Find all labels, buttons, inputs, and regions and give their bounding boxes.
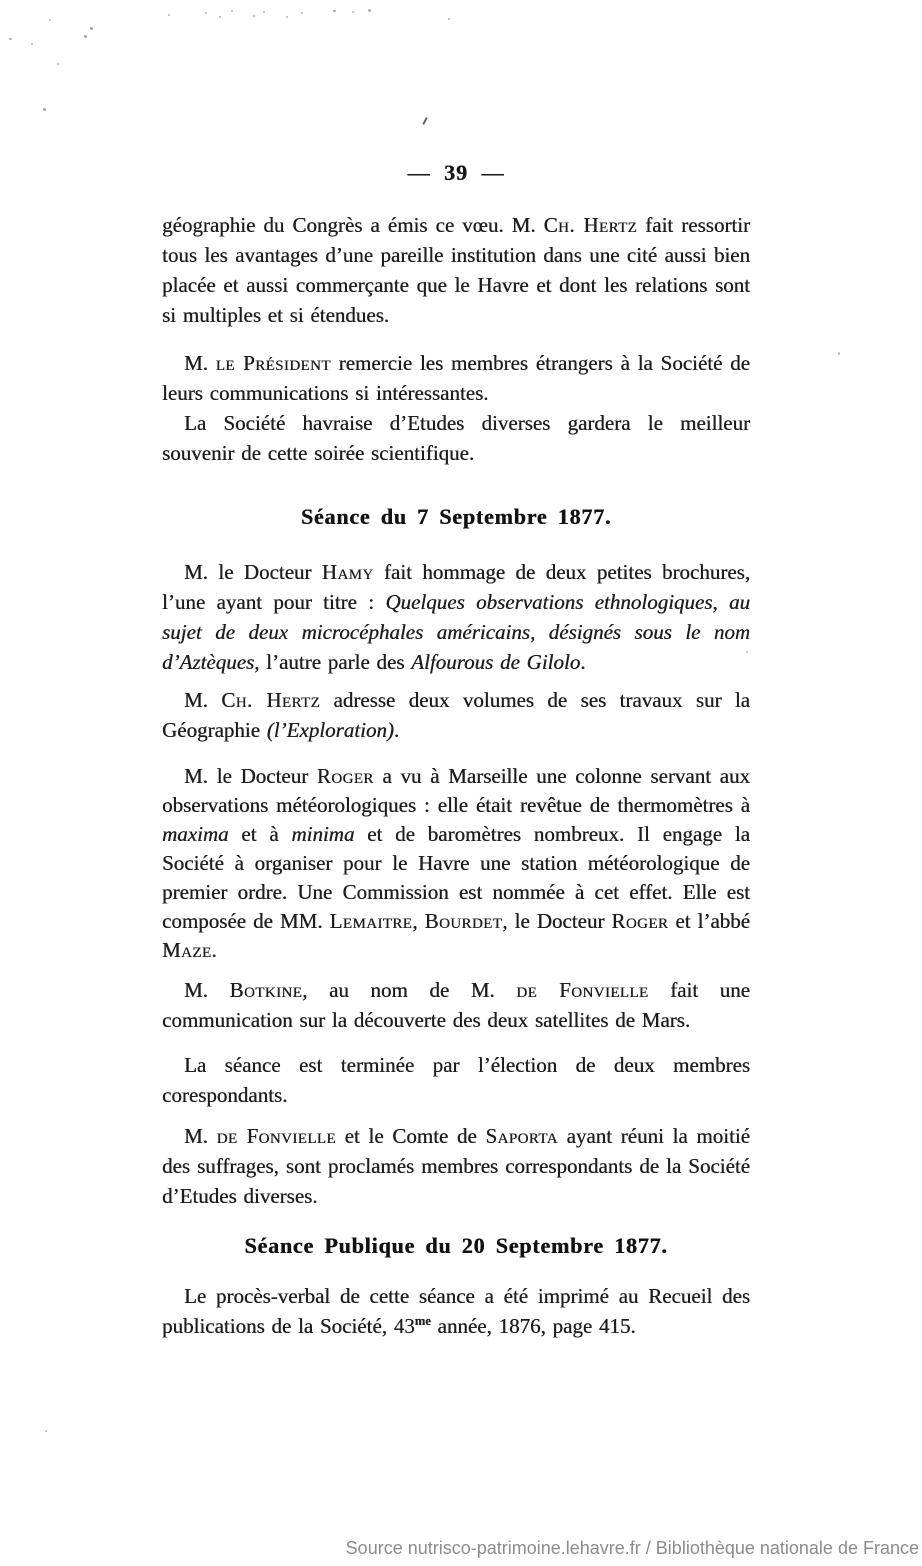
text-run: M. xyxy=(184,351,216,375)
text-run: et le Comte de xyxy=(335,1124,486,1148)
text-run: ayant réuni la moitié des suffrages, sont proclamés membres correspondants de la Société d’Etudes diverses. xyxy=(162,1124,750,1208)
scan-speck xyxy=(746,651,748,653)
scan-speck xyxy=(838,352,840,355)
scan-speck xyxy=(90,27,93,30)
source-attribution: Source nutrisco-patrimoine.lehavre.fr / Bibliothèque nationale de France xyxy=(345,1538,919,1558)
body-paragraph xyxy=(162,975,750,1035)
smallcaps-name: Hamy xyxy=(321,560,374,584)
section-heading xyxy=(162,1231,750,1261)
text-run: M. le Docteur xyxy=(184,764,317,788)
scan-speck xyxy=(84,35,87,38)
italic-text-run: Quelques observations ethnologiques, au sujet de deux microcéphales américains, désignés sous le nom d’Aztèques xyxy=(162,590,750,674)
smallcaps-name: Saporta xyxy=(485,1124,558,1148)
scan-speck xyxy=(448,18,450,20)
scan-speck xyxy=(43,108,46,111)
italic-text-run: maxima xyxy=(162,822,229,846)
body-paragraph xyxy=(162,408,750,468)
smallcaps-name: le Président xyxy=(215,351,331,375)
text-run: remercie les membres étrangers à la Société de leurs communications si intéressantes. xyxy=(162,351,750,405)
section-heading xyxy=(162,502,750,532)
body-paragraph xyxy=(162,348,750,408)
text-run: fait hommage de deux petites brochures, l’une ayant pour titre : xyxy=(162,560,750,614)
text-run: a vu à Marseille une colonne servant aux observations météorologiques : elle était revêtue de thermomètres à xyxy=(162,764,750,817)
smallcaps-name: Lemaitre xyxy=(329,909,413,933)
body-paragraph xyxy=(162,557,750,677)
text-run: fait ressortir tous les avantages d’une pareille institution dans une cité aussi bien placée et aussi commerçante que le Havre et dont les relations sont si multiples et si étendues. xyxy=(162,213,750,327)
scan-speck xyxy=(31,43,33,45)
text-run: . xyxy=(393,718,400,742)
scan-speck xyxy=(205,12,207,14)
text-run: M. xyxy=(184,688,222,712)
body-paragraph xyxy=(162,210,750,330)
text-run: . xyxy=(211,938,217,962)
body-paragraph xyxy=(162,762,750,965)
text-run: et l’abbé xyxy=(668,909,751,933)
text-run: , xyxy=(412,909,425,933)
smallcaps-name: Botkine xyxy=(229,978,303,1002)
page-number: — 39 — xyxy=(407,160,505,185)
scan-speck xyxy=(352,11,354,13)
text-run: , le Docteur xyxy=(502,909,612,933)
scan-speck xyxy=(286,16,288,18)
body-paragraph xyxy=(162,1281,750,1341)
text-run: et de baromètres nombreux. Il engage la Société à organiser pour le Havre une station météorologique de premier ordre. Une Commission est nommée à cet effet. Elle est composée de MM. xyxy=(162,822,750,933)
scan-speck xyxy=(231,10,233,12)
text-run: M. xyxy=(184,1124,217,1148)
italic-text-run: Alfourous de Gilolo xyxy=(411,650,581,674)
text-run: Séance du 7 Septembre 1877. xyxy=(300,504,612,529)
text-run: M. xyxy=(184,978,230,1002)
scan-speck xyxy=(168,14,170,16)
smallcaps-name: Maze xyxy=(162,938,212,962)
superscript: me xyxy=(414,1314,431,1328)
italic-text-run: minima xyxy=(291,822,355,846)
text-run: et à xyxy=(228,822,292,846)
smallcaps-name: Ch. Hertz xyxy=(221,688,321,712)
scan-speck xyxy=(253,15,255,17)
text-run: Séance Publique du 20 Septembre 1877. xyxy=(244,1233,668,1258)
smallcaps-name: de Fonvielle xyxy=(516,978,649,1002)
page-text-column xyxy=(162,0,750,1566)
text-run: année, 1876, page 415. xyxy=(430,1314,636,1338)
scan-speck xyxy=(219,16,221,18)
body-paragraph xyxy=(162,685,750,745)
text-run: , au nom de M. xyxy=(302,978,517,1002)
scan-speck xyxy=(49,19,51,21)
scan-speck xyxy=(57,63,59,65)
scan-speck xyxy=(263,11,265,13)
text-run: M. le Docteur xyxy=(184,560,322,584)
scan-speck xyxy=(333,10,336,12)
scan-speck xyxy=(368,9,371,12)
text-run: adresse deux volumes de ses travaux sur la Géographie xyxy=(162,688,750,742)
text-run: Le procès-verbal de cette séance a été imprimé au Recueil des publications de la Société, 43 xyxy=(162,1284,750,1338)
text-run: La séance est terminée par l’élection de deux membres corespondants. xyxy=(162,1053,750,1107)
body-paragraph xyxy=(162,1050,750,1110)
text-run: , l’autre parle des xyxy=(254,650,412,674)
smallcaps-name: Roger xyxy=(316,764,374,788)
italic-text-run: (l’Exploration) xyxy=(266,718,394,742)
text-run: géographie du Congrès a émis ce vœu. M. xyxy=(162,213,544,237)
smallcaps-name: de Fonvielle xyxy=(216,1124,336,1148)
text-run: fait une communication sur la découverte des deux satellites de Mars. xyxy=(162,978,750,1032)
smallcaps-name: Roger xyxy=(611,909,669,933)
text-run: . xyxy=(580,650,586,674)
smallcaps-name: Ch. Hertz xyxy=(543,213,638,237)
text-run: La Société havraise d’Etudes diverses gardera le meilleur souvenir de cette soirée scientifique. xyxy=(162,411,750,465)
smallcaps-name: Bourdet xyxy=(424,909,503,933)
scan-speck xyxy=(45,1430,47,1432)
scan-speck xyxy=(301,12,303,14)
scan-speck xyxy=(9,38,12,40)
body-paragraph xyxy=(162,1121,750,1211)
